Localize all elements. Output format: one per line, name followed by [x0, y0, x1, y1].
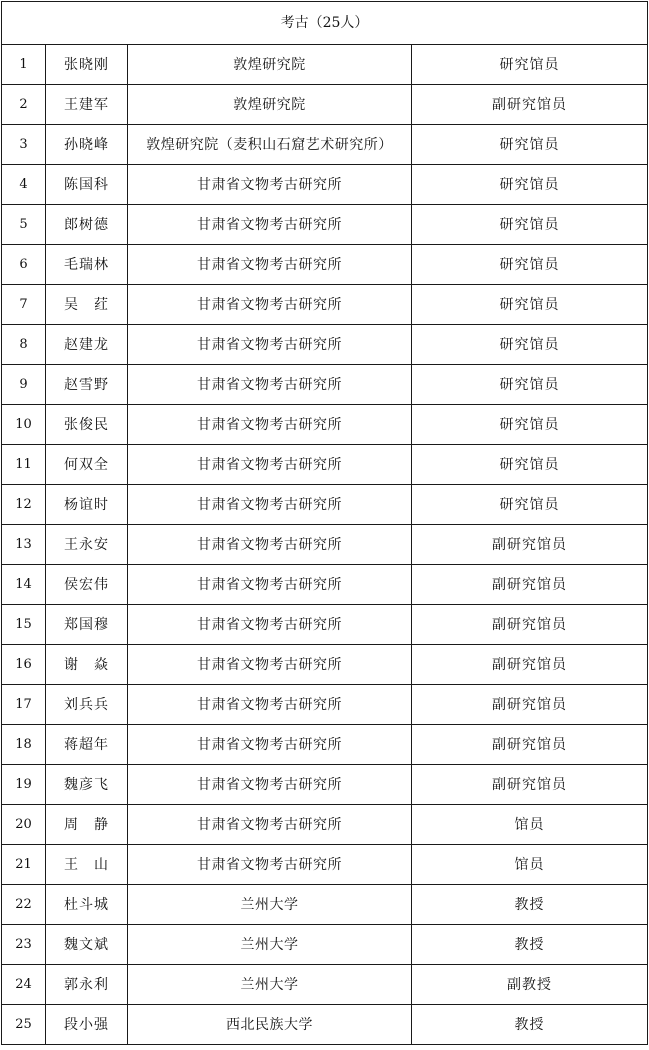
row-number-cell: 3 [2, 125, 46, 165]
person-name-cell: 侯宏伟 [46, 565, 128, 605]
organization-cell: 甘肃省文物考古研究所 [128, 445, 412, 485]
category-header-row [2, 2, 648, 45]
professional-title-cell: 研究馆员 [412, 245, 648, 285]
professional-title-cell: 副研究馆员 [412, 525, 648, 565]
organization-cell: 甘肃省文物考古研究所 [128, 605, 412, 645]
row-number-cell: 5 [2, 205, 46, 245]
organization-cell: 甘肃省文物考古研究所 [128, 245, 412, 285]
organization-cell: 甘肃省文物考古研究所 [128, 485, 412, 525]
person-name-cell: 蒋超年 [46, 725, 128, 765]
table-row [2, 685, 648, 725]
organization-cell: 甘肃省文物考古研究所 [128, 405, 412, 445]
person-name-cell: 孙晓峰 [46, 125, 128, 165]
table-row [2, 925, 648, 965]
professional-title-cell: 教授 [412, 885, 648, 925]
table-row [2, 165, 648, 205]
row-number-cell: 9 [2, 365, 46, 405]
professional-title-cell: 副研究馆员 [412, 645, 648, 685]
professional-title-cell: 馆员 [412, 805, 648, 845]
row-number-cell: 6 [2, 245, 46, 285]
professional-title-cell: 研究馆员 [412, 45, 648, 85]
row-number-cell: 16 [2, 645, 46, 685]
row-number-cell: 2 [2, 85, 46, 125]
organization-cell: 甘肃省文物考古研究所 [128, 845, 412, 885]
organization-cell: 甘肃省文物考古研究所 [128, 525, 412, 565]
organization-cell: 甘肃省文物考古研究所 [128, 725, 412, 765]
table-row [2, 645, 648, 685]
organization-cell: 甘肃省文物考古研究所 [128, 325, 412, 365]
person-name-cell: 杜斗城 [46, 885, 128, 925]
person-name-cell: 周 静 [46, 805, 128, 845]
organization-cell: 甘肃省文物考古研究所 [128, 765, 412, 805]
professional-title-cell: 馆员 [412, 845, 648, 885]
row-number-cell: 12 [2, 485, 46, 525]
row-number-cell: 25 [2, 1005, 46, 1045]
person-name-cell: 魏彦飞 [46, 765, 128, 805]
row-number-cell: 1 [2, 45, 46, 85]
table-row [2, 285, 648, 325]
table-row [2, 485, 648, 525]
person-name-cell: 王永安 [46, 525, 128, 565]
row-number-cell: 21 [2, 845, 46, 885]
person-name-cell: 郑国穆 [46, 605, 128, 645]
person-name-cell: 毛瑞林 [46, 245, 128, 285]
professional-title-cell: 研究馆员 [412, 405, 648, 445]
organization-cell: 兰州大学 [128, 885, 412, 925]
person-name-cell: 王建军 [46, 85, 128, 125]
table-row [2, 245, 648, 285]
table-row [2, 365, 648, 405]
professional-title-cell: 研究馆员 [412, 365, 648, 405]
organization-cell: 西北民族大学 [128, 1005, 412, 1045]
professional-title-cell: 教授 [412, 925, 648, 965]
row-number-cell: 23 [2, 925, 46, 965]
table-row [2, 765, 648, 805]
row-number-cell: 17 [2, 685, 46, 725]
organization-cell: 敦煌研究院 [128, 85, 412, 125]
row-number-cell: 19 [2, 765, 46, 805]
organization-cell: 甘肃省文物考古研究所 [128, 805, 412, 845]
row-number-cell: 20 [2, 805, 46, 845]
person-name-cell: 赵雪野 [46, 365, 128, 405]
person-name-cell: 王 山 [46, 845, 128, 885]
professional-title-cell: 副研究馆员 [412, 725, 648, 765]
professional-title-cell: 研究馆员 [412, 205, 648, 245]
person-name-cell: 郎树德 [46, 205, 128, 245]
row-number-cell: 13 [2, 525, 46, 565]
row-number-cell: 8 [2, 325, 46, 365]
row-number-cell: 7 [2, 285, 46, 325]
table-row [2, 885, 648, 925]
professional-title-cell: 研究馆员 [412, 285, 648, 325]
row-number-cell: 10 [2, 405, 46, 445]
organization-cell: 甘肃省文物考古研究所 [128, 165, 412, 205]
row-number-cell: 18 [2, 725, 46, 765]
person-name-cell: 杨谊时 [46, 485, 128, 525]
table-row [2, 805, 648, 845]
person-name-cell: 魏文斌 [46, 925, 128, 965]
professional-title-cell: 副研究馆员 [412, 685, 648, 725]
professional-title-cell: 研究馆员 [412, 485, 648, 525]
organization-cell: 甘肃省文物考古研究所 [128, 205, 412, 245]
person-name-cell: 张晓刚 [46, 45, 128, 85]
table-row [2, 965, 648, 1005]
table-row [2, 85, 648, 125]
organization-cell: 甘肃省文物考古研究所 [128, 645, 412, 685]
professional-title-cell: 研究馆员 [412, 325, 648, 365]
person-name-cell: 谢 焱 [46, 645, 128, 685]
professional-title-cell: 副研究馆员 [412, 605, 648, 645]
professional-title-cell: 研究馆员 [412, 445, 648, 485]
professional-title-cell: 副教授 [412, 965, 648, 1005]
expert-list-table [1, 1, 648, 1045]
table-row [2, 445, 648, 485]
category-heading: 考古（25人） [2, 2, 648, 45]
table-row [2, 405, 648, 445]
organization-cell: 敦煌研究院 [128, 45, 412, 85]
row-number-cell: 14 [2, 565, 46, 605]
row-number-cell: 4 [2, 165, 46, 205]
table-row [2, 605, 648, 645]
person-name-cell: 赵建龙 [46, 325, 128, 365]
person-name-cell: 吴 荭 [46, 285, 128, 325]
table-row [2, 525, 648, 565]
professional-title-cell: 教授 [412, 1005, 648, 1045]
person-name-cell: 何双全 [46, 445, 128, 485]
person-name-cell: 张俊民 [46, 405, 128, 445]
organization-cell: 甘肃省文物考古研究所 [128, 285, 412, 325]
row-number-cell: 11 [2, 445, 46, 485]
person-name-cell: 郭永利 [46, 965, 128, 1005]
table-row [2, 565, 648, 605]
person-name-cell: 刘兵兵 [46, 685, 128, 725]
professional-title-cell: 副研究馆员 [412, 565, 648, 605]
organization-cell: 甘肃省文物考古研究所 [128, 365, 412, 405]
organization-cell: 敦煌研究院（麦积山石窟艺术研究所） [128, 125, 412, 165]
organization-cell: 甘肃省文物考古研究所 [128, 685, 412, 725]
table-row [2, 1005, 648, 1045]
organization-cell: 兰州大学 [128, 925, 412, 965]
table-row [2, 845, 648, 885]
row-number-cell: 24 [2, 965, 46, 1005]
person-name-cell: 段小强 [46, 1005, 128, 1045]
professional-title-cell: 副研究馆员 [412, 85, 648, 125]
table-row [2, 325, 648, 365]
row-number-cell: 22 [2, 885, 46, 925]
table-row [2, 205, 648, 245]
table-row [2, 725, 648, 765]
organization-cell: 甘肃省文物考古研究所 [128, 565, 412, 605]
organization-cell: 兰州大学 [128, 965, 412, 1005]
table-row [2, 45, 648, 85]
row-number-cell: 15 [2, 605, 46, 645]
professional-title-cell: 副研究馆员 [412, 765, 648, 805]
professional-title-cell: 研究馆员 [412, 125, 648, 165]
table-body [2, 2, 648, 1045]
table-row [2, 125, 648, 165]
professional-title-cell: 研究馆员 [412, 165, 648, 205]
person-name-cell: 陈国科 [46, 165, 128, 205]
